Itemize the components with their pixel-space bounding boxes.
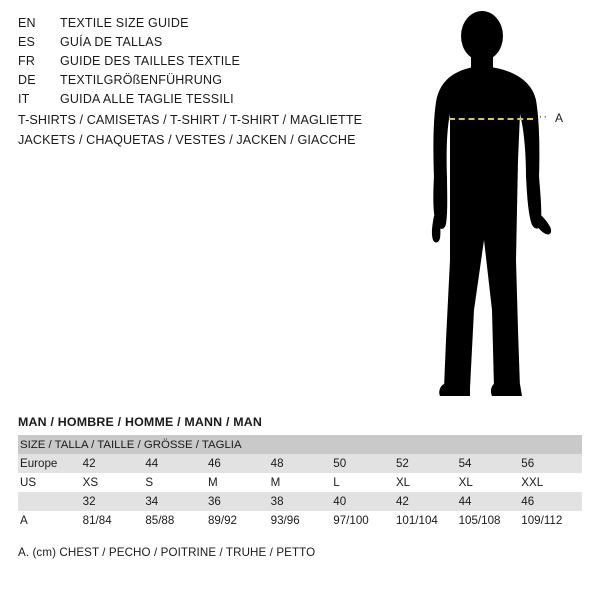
cell-value: 34 xyxy=(143,492,206,511)
cell-value: 44 xyxy=(457,492,520,511)
cell-value: 32 xyxy=(81,492,144,511)
language-text: GUIDE DES TAILLES TEXTILE xyxy=(60,54,241,68)
chest-measurement-line xyxy=(449,118,533,120)
cell-value: XL xyxy=(394,473,457,492)
chest-measure-label: A xyxy=(555,111,564,125)
cell-value: 105/108 xyxy=(457,511,520,530)
cell-value: L xyxy=(331,473,394,492)
cell-value: 46 xyxy=(519,492,582,511)
cell-value: 101/104 xyxy=(394,511,457,530)
cell-value: 54 xyxy=(457,454,520,473)
language-text: GUIDA ALLE TAGLIE TESSILI xyxy=(60,92,234,106)
cell-value: XS xyxy=(81,473,144,492)
table-title: MAN / HOMBRE / HOMME / MANN / MAN xyxy=(18,415,263,429)
language-code: IT xyxy=(18,92,30,106)
table-header-row xyxy=(18,435,582,454)
language-row xyxy=(18,73,368,92)
row-label: Europe xyxy=(18,454,81,473)
table-footnote: A. (cm) CHEST / PECHO / POITRINE / TRUHE / PETTO xyxy=(18,546,316,559)
cell-value: M xyxy=(269,473,332,492)
language-code: EN xyxy=(18,16,36,30)
table-row xyxy=(18,454,582,473)
cell-value: 81/84 xyxy=(81,511,144,530)
size-table-zone xyxy=(18,415,582,559)
category-tshirts: T-SHIRTS / CAMISETAS / T-SHIRT / T-SHIRT / MAGLIETTE xyxy=(18,113,363,127)
cell-value: 42 xyxy=(81,454,144,473)
cell-value: 85/88 xyxy=(143,511,206,530)
language-row xyxy=(18,54,368,73)
cell-value: 56 xyxy=(519,454,582,473)
cell-value: 97/100 xyxy=(331,511,394,530)
language-row xyxy=(18,92,368,111)
cell-value: 52 xyxy=(394,454,457,473)
cell-value: 109/112 xyxy=(519,511,582,530)
cell-value: 89/92 xyxy=(206,511,269,530)
size-table xyxy=(18,435,582,530)
row-label xyxy=(18,492,81,511)
category-block xyxy=(18,110,378,150)
table-row xyxy=(18,473,582,492)
cell-value: S xyxy=(143,473,206,492)
table-row xyxy=(18,492,582,511)
language-code: DE xyxy=(18,73,36,87)
language-row xyxy=(18,35,368,54)
category-jackets: JACKETS / CHAQUETAS / VESTES / JACKEN / GIACCHE xyxy=(18,133,356,147)
language-text: TEXTILE SIZE GUIDE xyxy=(60,16,189,30)
cell-value: 38 xyxy=(269,492,332,511)
cell-value: 46 xyxy=(206,454,269,473)
language-title-block xyxy=(18,16,368,111)
cell-value: 48 xyxy=(269,454,332,473)
language-row xyxy=(18,16,368,35)
male-silhouette-figure xyxy=(400,10,590,400)
cell-value: M xyxy=(206,473,269,492)
language-text: GUÍA DE TALLAS xyxy=(60,35,163,49)
language-text: TEXTILGRÖßENFÜHRUNG xyxy=(60,73,223,87)
table-row xyxy=(18,511,582,530)
silhouette-icon xyxy=(400,10,590,400)
chest-leader-dots: ··· xyxy=(534,111,548,123)
row-label: US xyxy=(18,473,81,492)
cell-value: 42 xyxy=(394,492,457,511)
cell-value: 50 xyxy=(331,454,394,473)
cell-value: XXL xyxy=(519,473,582,492)
table-header-label: SIZE / TALLA / TAILLE / GRÖSSE / TAGLIA xyxy=(18,435,582,454)
cell-value: 40 xyxy=(331,492,394,511)
language-code: ES xyxy=(18,35,36,49)
cell-value: XL xyxy=(457,473,520,492)
cell-value: 93/96 xyxy=(269,511,332,530)
row-label: A xyxy=(18,511,81,530)
cell-value: 44 xyxy=(143,454,206,473)
language-code: FR xyxy=(18,54,36,68)
cell-value: 36 xyxy=(206,492,269,511)
